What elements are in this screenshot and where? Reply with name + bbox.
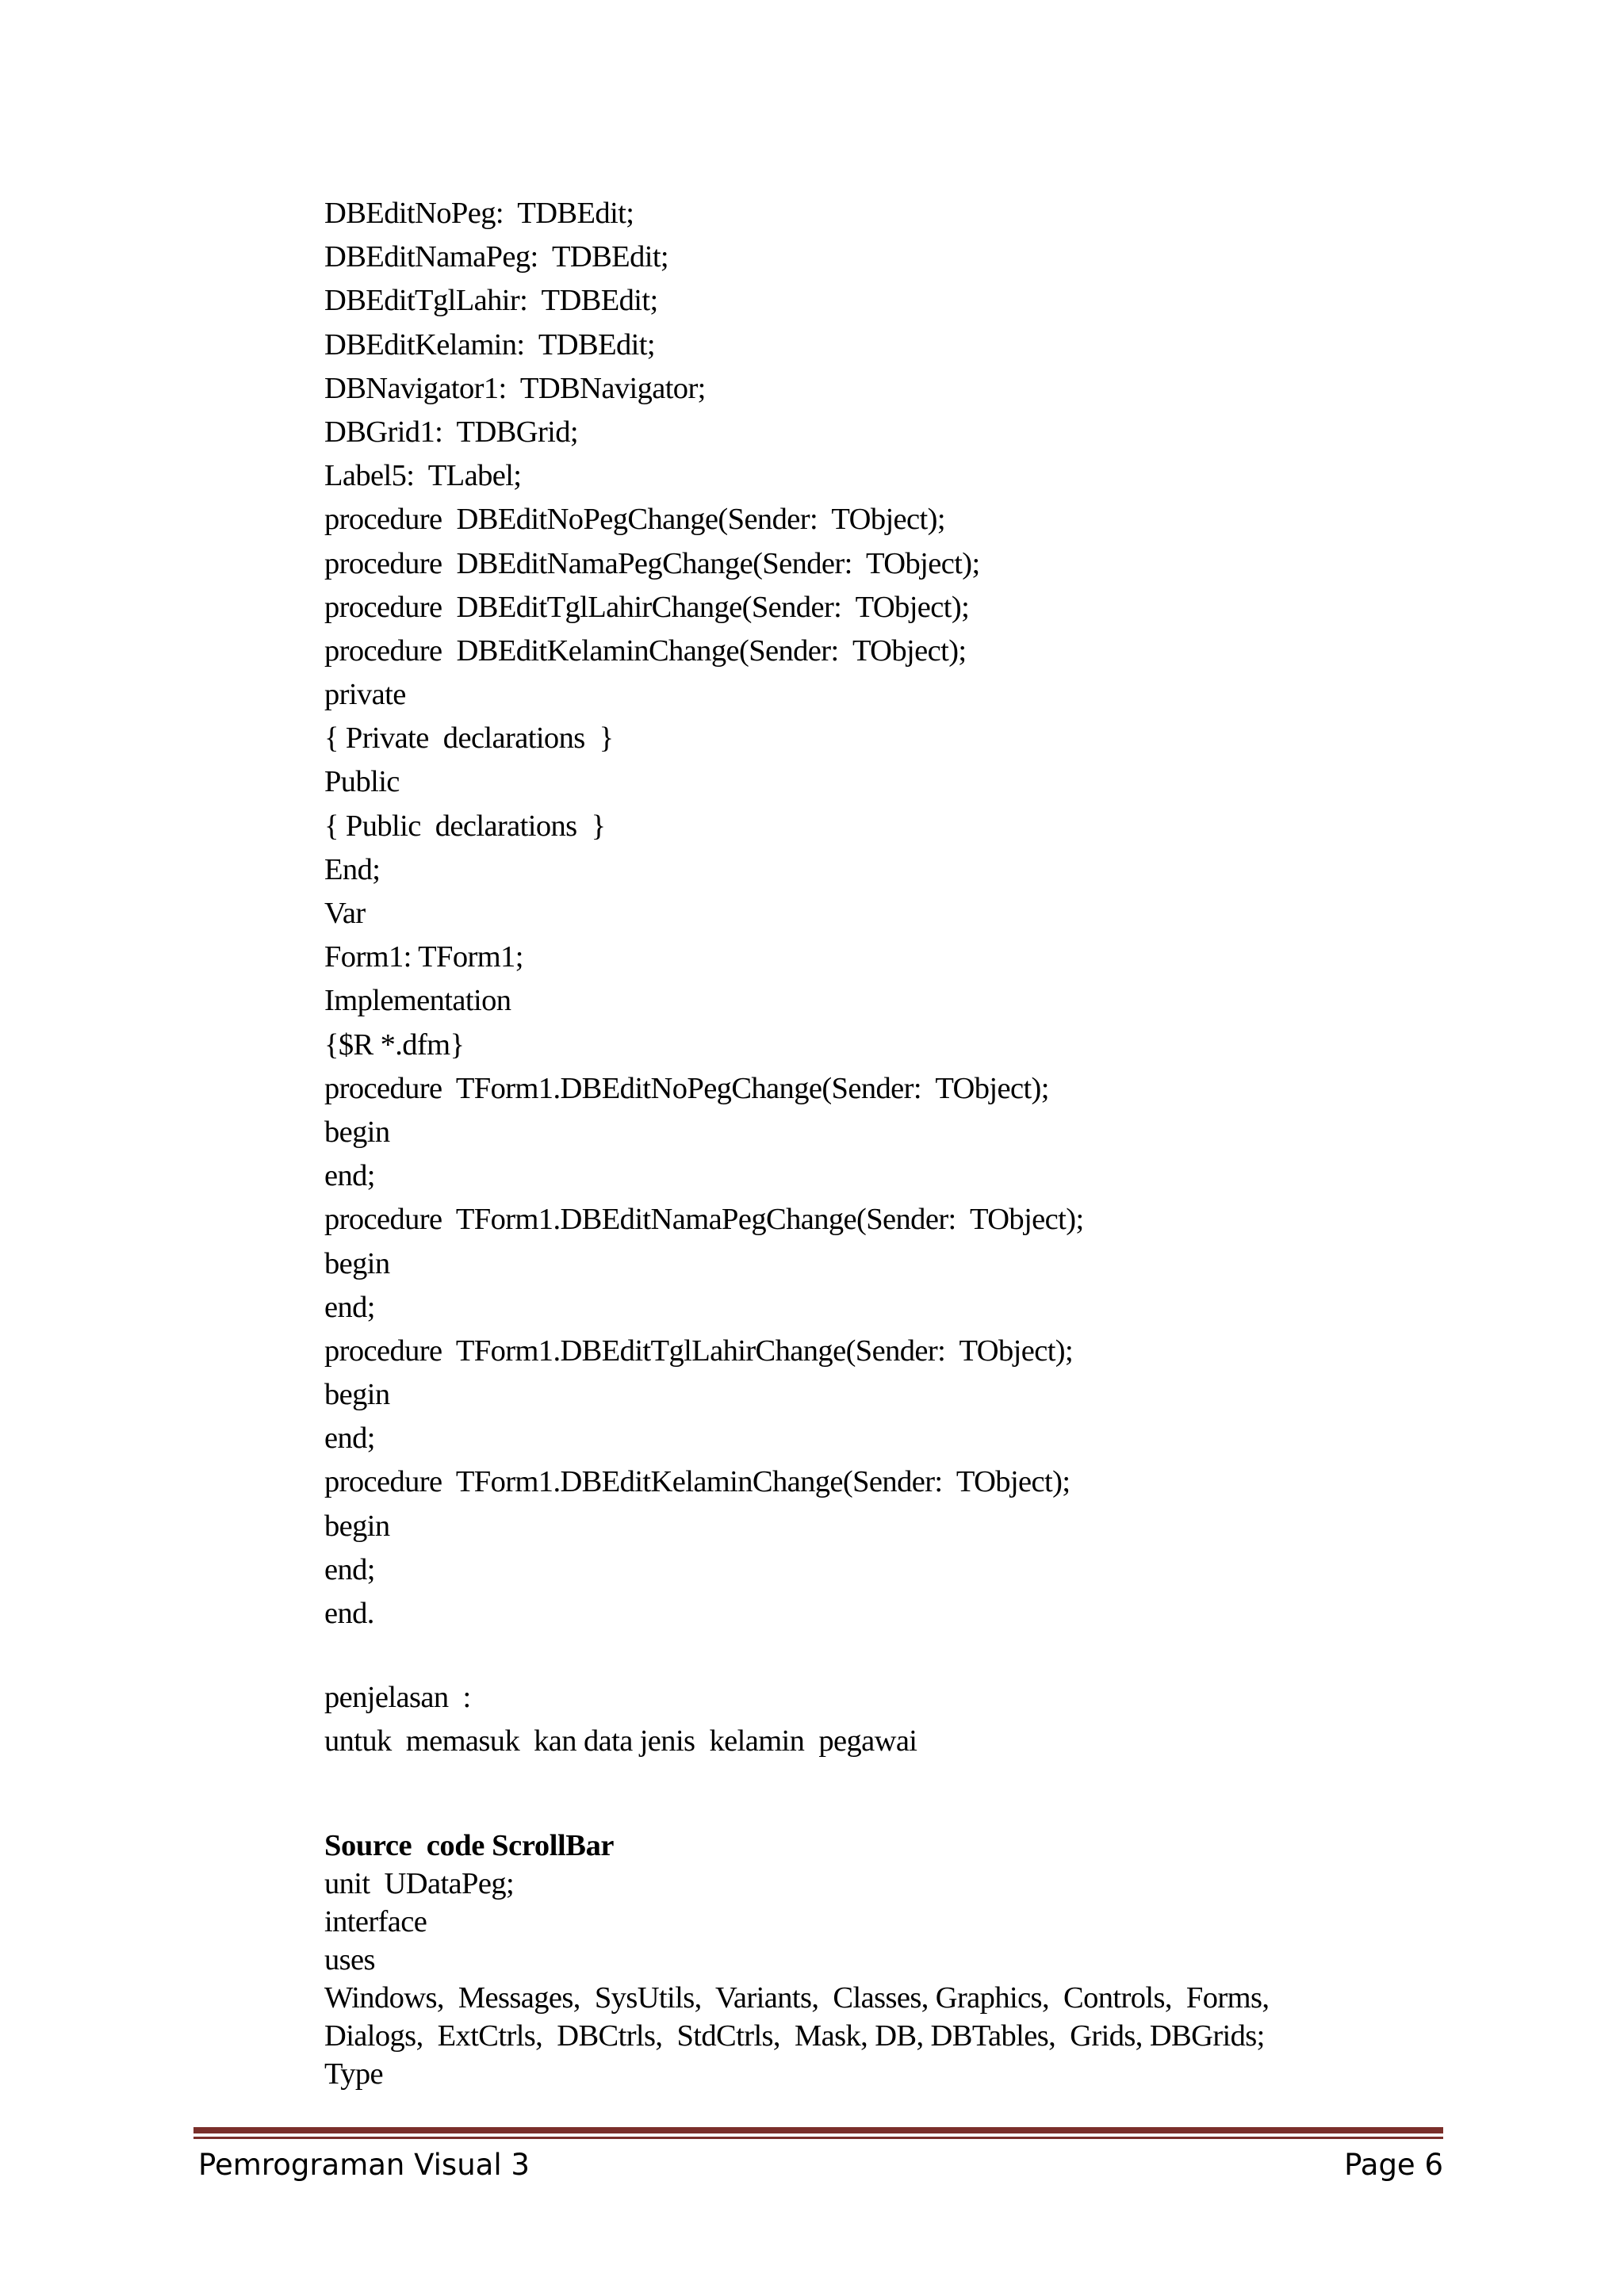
code-line: end; — [324, 1552, 375, 1586]
code-line: procedure DBEditTglLahirChange(Sender: TObject); — [324, 590, 970, 624]
footer-divider-thin — [193, 2137, 1443, 2139]
footer-page-number: Page 6 — [1344, 2148, 1443, 2182]
code-line: DBEditNoPeg: TDBEdit; — [324, 197, 634, 230]
section-heading: Source code ScrollBar — [324, 1829, 615, 1862]
source-code-section — [324, 1827, 1514, 2093]
code-line: Form1: TForm1; — [324, 940, 523, 974]
source-line: Dialogs, ExtCtrls, DBCtrls, StdCtrls, Mask, DB, DBTables, Grids, DBGrids; — [324, 2019, 1265, 2053]
explanation-label: penjelasan : — [324, 1681, 471, 1714]
code-line: procedure DBEditKelaminChange(Sender: TObject); — [324, 633, 967, 668]
code-line: end; — [324, 1422, 375, 1456]
footer-divider-thick — [193, 2127, 1443, 2133]
code-listing — [324, 192, 1514, 1636]
code-line: end. — [324, 1597, 374, 1630]
code-line: end; — [324, 1159, 375, 1193]
source-line: Type — [324, 2057, 384, 2091]
code-line: DBEditNamaPeg: TDBEdit; — [324, 240, 669, 274]
code-line: { Private declarations } — [324, 721, 614, 756]
code-line: Var — [324, 897, 366, 930]
code-line: DBEditTglLahir: TDBEdit; — [324, 284, 658, 318]
code-line: procedure TForm1.DBEditNoPegChange(Sender: TObject); — [324, 1071, 1049, 1105]
code-line: begin — [324, 1378, 390, 1412]
code-line: {$R *.dfm} — [324, 1027, 465, 1062]
explanation-text: untuk memasuk kan data jenis kelamin pegawai — [324, 1724, 917, 1758]
code-line: Label5: TLabel; — [324, 459, 522, 493]
code-line: end; — [324, 1290, 375, 1324]
code-line: { Public declarations } — [324, 809, 606, 843]
code-line: DBNavigator1: TDBNavigator; — [324, 371, 706, 405]
code-line: DBGrid1: TDBGrid; — [324, 415, 579, 449]
source-line: interface — [324, 1905, 427, 1938]
code-line: begin — [324, 1115, 390, 1149]
source-line: Windows, Messages, SysUtils, Variants, Classes, Graphics, Controls, Forms, — [324, 1981, 1270, 2015]
code-line: procedure TForm1.DBEditTglLahirChange(Sender: TObject); — [324, 1334, 1074, 1368]
source-line: uses — [324, 1943, 375, 1976]
code-line: End; — [324, 852, 381, 886]
code-line: procedure TForm1.DBEditNamaPegChange(Sender: TObject); — [324, 1203, 1084, 1237]
code-line: procedure DBEditNamaPegChange(Sender: TObject); — [324, 546, 980, 580]
code-line: procedure DBEditNoPegChange(Sender: TObject); — [324, 503, 945, 537]
code-line: Public — [324, 765, 400, 799]
code-line: private — [324, 678, 406, 712]
code-line: begin — [324, 1246, 390, 1280]
code-line: procedure TForm1.DBEditKelaminChange(Sender: TObject); — [324, 1465, 1071, 1499]
source-line: unit UDataPeg; — [324, 1867, 515, 1900]
code-line: begin — [324, 1509, 390, 1543]
code-line: DBEditKelamin: TDBEdit; — [324, 327, 655, 362]
footer-course-title: Pemrograman Visual 3 — [198, 2148, 530, 2182]
code-line: Implementation — [324, 984, 511, 1018]
explanation-section — [324, 1676, 1514, 1763]
